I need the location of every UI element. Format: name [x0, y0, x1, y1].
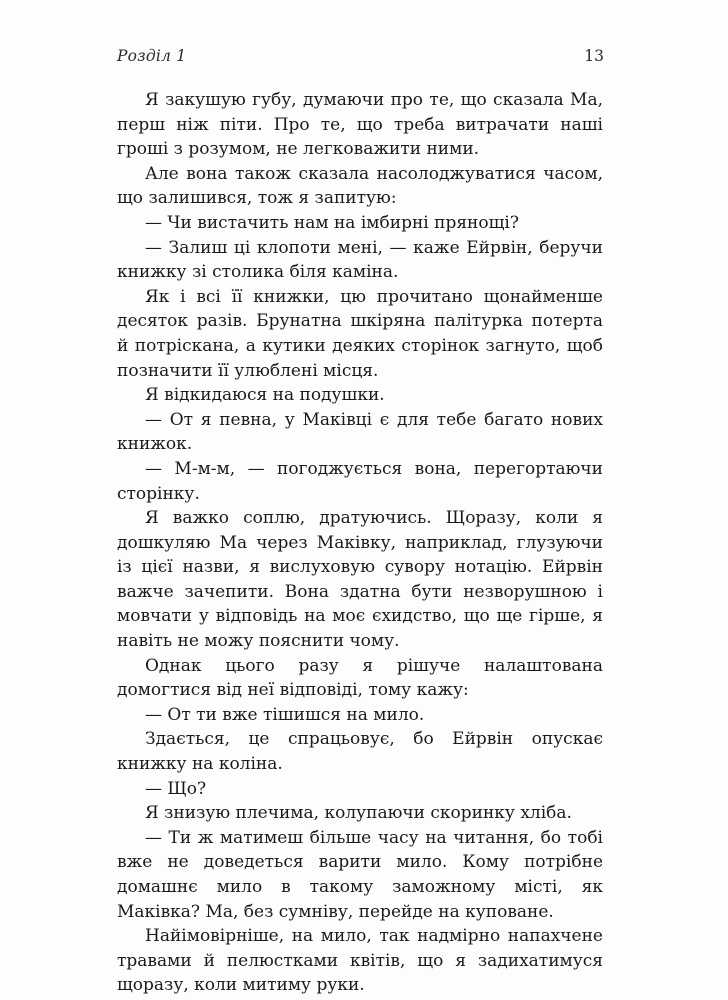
paragraph: Однак цього разу я рішуче налаштована домогтися від неї відповіді, тому кажу: — [117, 655, 603, 701]
paragraph: Здається, це спрацьовує, бо Ейрвін опускає книжку на коліна. — [117, 729, 603, 775]
paragraph: — Ти ж матимеш більше часу на читання, бо тобі вже не доведеться варити мило. Кому потрібне домашнє мило в такому заможному місті, як Маківка? Ма, без сумніву, перейде на куповане. — [117, 827, 603, 922]
paragraph: — Залиш ці клопоти мені, — каже Ейрвін, беручи книжку зі столика біля каміна. — [117, 237, 603, 283]
paragraph: — Чи вистачить нам на імбирні прянощі? — [145, 212, 519, 233]
paragraph: — От ти вже тішишся на мило. — [145, 704, 425, 725]
body-text — [117, 88, 603, 998]
paragraph: — Що? — [145, 778, 207, 799]
page-number: 13 — [584, 47, 604, 65]
paragraph: — М-м-м, — погоджується вона, перегортаючи сторінку. — [117, 458, 603, 504]
paragraph: — От я певна, у Маківці є для тебе багато нових книжок. — [117, 409, 603, 455]
paragraph: Як і всі її книжки, цю прочитано щонайменше десяток разів. Брунатна шкіряна палітурка потерта й потріскана, а кутики деяких сторінок загнуто, щоб позначити її улюблені місця. — [117, 286, 603, 381]
paragraph: Я закушую губу, думаючи про те, що сказала Ма, перш ніж піти. Про те, що треба витрачати наші гроші з розумом, не легковажити ними. — [117, 90, 603, 160]
paragraph: Я знизую плечима, колупаючи скоринку хліба. — [145, 803, 572, 824]
paragraph: Найімовірніше, на мило, так надмірно напахчене травами й пелюстками квітів, що я задихатимуся щоразу, коли митиму руки. — [117, 926, 603, 996]
paragraph: Я відкидаюся на подушки. — [145, 385, 385, 406]
paragraph: Я важко соплю, дратуючись. Щоразу, коли я дошкуляю Ма через Маківку, наприклад, глузуючи із цієї назви, я вислуховую сувору нотацію. Ейрвін важче зачепити. Вона здатна бути незворушною і мовчати у відповідь на моє єхидство, що ще гірше, я навіть не можу пояснити чому. — [117, 508, 603, 652]
running-head-chapter: Розділ 1 — [117, 47, 187, 65]
paragraph: Але вона також сказала насолоджуватися часом, що залишився, тож я запитую: — [117, 163, 603, 209]
